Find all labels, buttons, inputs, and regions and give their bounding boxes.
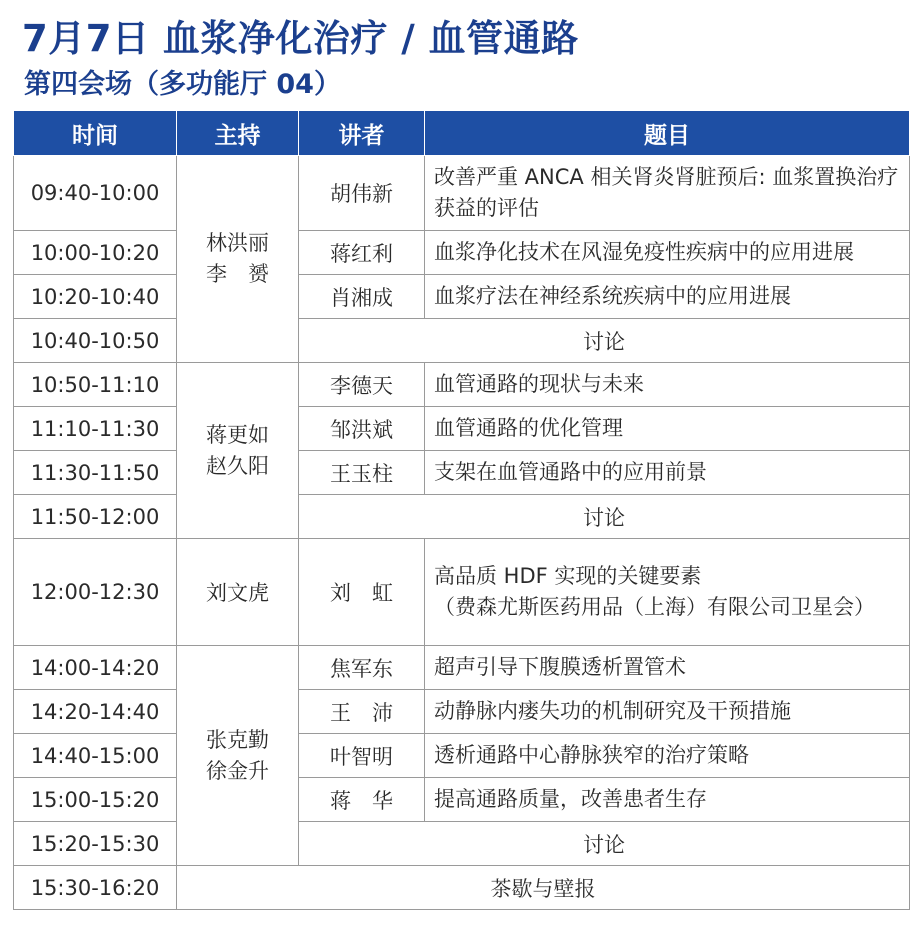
speaker-cell: 肖湘成 (299, 275, 425, 319)
discussion-cell: 讨论 (299, 319, 910, 363)
table-row (14, 646, 910, 690)
table-row (14, 156, 910, 231)
table-row (14, 778, 910, 822)
chair-name: 徐金升 (206, 758, 269, 783)
table-row (14, 363, 910, 407)
time-cell: 15:00-15:20 (14, 778, 177, 822)
column-header-time: 时间 (14, 111, 177, 156)
chair-name: 林洪丽 (206, 231, 269, 255)
topic-cell: 改善严重 ANCA 相关肾炎肾脏预后: 血浆置换治疗获益的评估 (425, 156, 910, 231)
topic-cell: 超声引导下腹膜透析置管术 (425, 646, 910, 690)
discussion-cell: 讨论 (299, 495, 910, 539)
table-row (14, 231, 910, 275)
speaker-cell: 蒋红利 (299, 231, 425, 275)
speaker-cell: 胡伟新 (299, 156, 425, 231)
table-row (14, 690, 910, 734)
chair-cell (177, 363, 299, 539)
time-cell: 09:40-10:00 (14, 156, 177, 231)
table-row (14, 319, 910, 363)
chair-name: 蒋更如 (206, 422, 269, 447)
chair-cell (177, 646, 299, 866)
speaker-cell: 邹洪斌 (299, 407, 425, 451)
table-row (14, 407, 910, 451)
topic-cell: 血管通路的现状与未来 (425, 363, 910, 407)
table-row (14, 734, 910, 778)
table-row (14, 495, 910, 539)
time-cell: 14:40-15:00 (14, 734, 177, 778)
topic-cell: 透析通路中心静脉狭窄的治疗策略 (425, 734, 910, 778)
break-cell: 茶歇与壁报 (177, 866, 910, 910)
topic-cell: 血浆净化技术在风湿免疫性疾病中的应用进展 (425, 231, 910, 275)
table-row (14, 539, 910, 646)
chair-name: 赵久阳 (206, 453, 269, 478)
topic-cell: 支架在血管通路中的应用前景 (425, 451, 910, 495)
topic-line: 高品质 HDF 实现的关键要素 (434, 564, 702, 588)
time-cell: 15:30-16:20 (14, 866, 177, 910)
time-cell: 10:50-11:10 (14, 363, 177, 407)
speaker-cell: 李德天 (299, 363, 425, 407)
time-cell: 10:40-10:50 (14, 319, 177, 363)
speaker-cell: 刘 虹 (299, 539, 425, 646)
table-row (14, 866, 910, 910)
time-cell: 12:00-12:30 (14, 539, 177, 646)
table-header-row (14, 111, 910, 156)
topic-line-sponsor: （费森尤斯医药用品（上海）有限公司卫星会） (434, 595, 875, 619)
time-cell: 11:50-12:00 (14, 495, 177, 539)
topic-cell (425, 539, 910, 646)
table-row (14, 822, 910, 866)
speaker-cell: 焦军东 (299, 646, 425, 690)
topic-cell: 血浆疗法在神经系统疾病中的应用进展 (425, 275, 910, 319)
discussion-cell: 讨论 (299, 822, 910, 866)
speaker-cell: 王玉柱 (299, 451, 425, 495)
topic-cell: 提高通路质量，改善患者生存 (425, 778, 910, 822)
time-cell: 15:20-15:30 (14, 822, 177, 866)
chair-cell: 刘文虎 (177, 539, 299, 646)
time-cell: 14:00-14:20 (14, 646, 177, 690)
topic-cell: 血管通路的优化管理 (425, 407, 910, 451)
schedule-table (13, 110, 910, 910)
column-header-speaker: 讲者 (299, 111, 425, 156)
time-cell: 10:00-10:20 (14, 231, 177, 275)
venue-subtitle: 第四会场（多功能厅 04） (24, 69, 341, 100)
time-cell: 14:20-14:40 (14, 690, 177, 734)
column-header-chair: 主持 (177, 111, 299, 156)
page-title: 7月7日 血浆净化治疗 / 血管通路 (22, 17, 579, 60)
time-cell: 11:10-11:30 (14, 407, 177, 451)
table-row (14, 275, 910, 319)
column-header-topic: 题目 (425, 111, 910, 156)
topic-cell: 动静脉内瘘失功的机制研究及干预措施 (425, 690, 910, 734)
speaker-cell: 蒋 华 (299, 778, 425, 822)
table-row (14, 451, 910, 495)
chair-cell (177, 156, 299, 363)
chair-name: 张克勤 (206, 727, 269, 752)
speaker-cell: 王 沛 (299, 690, 425, 734)
time-cell: 11:30-11:50 (14, 451, 177, 495)
chair-name: 李 赟 (206, 262, 269, 286)
time-cell: 10:20-10:40 (14, 275, 177, 319)
speaker-cell: 叶智明 (299, 734, 425, 778)
